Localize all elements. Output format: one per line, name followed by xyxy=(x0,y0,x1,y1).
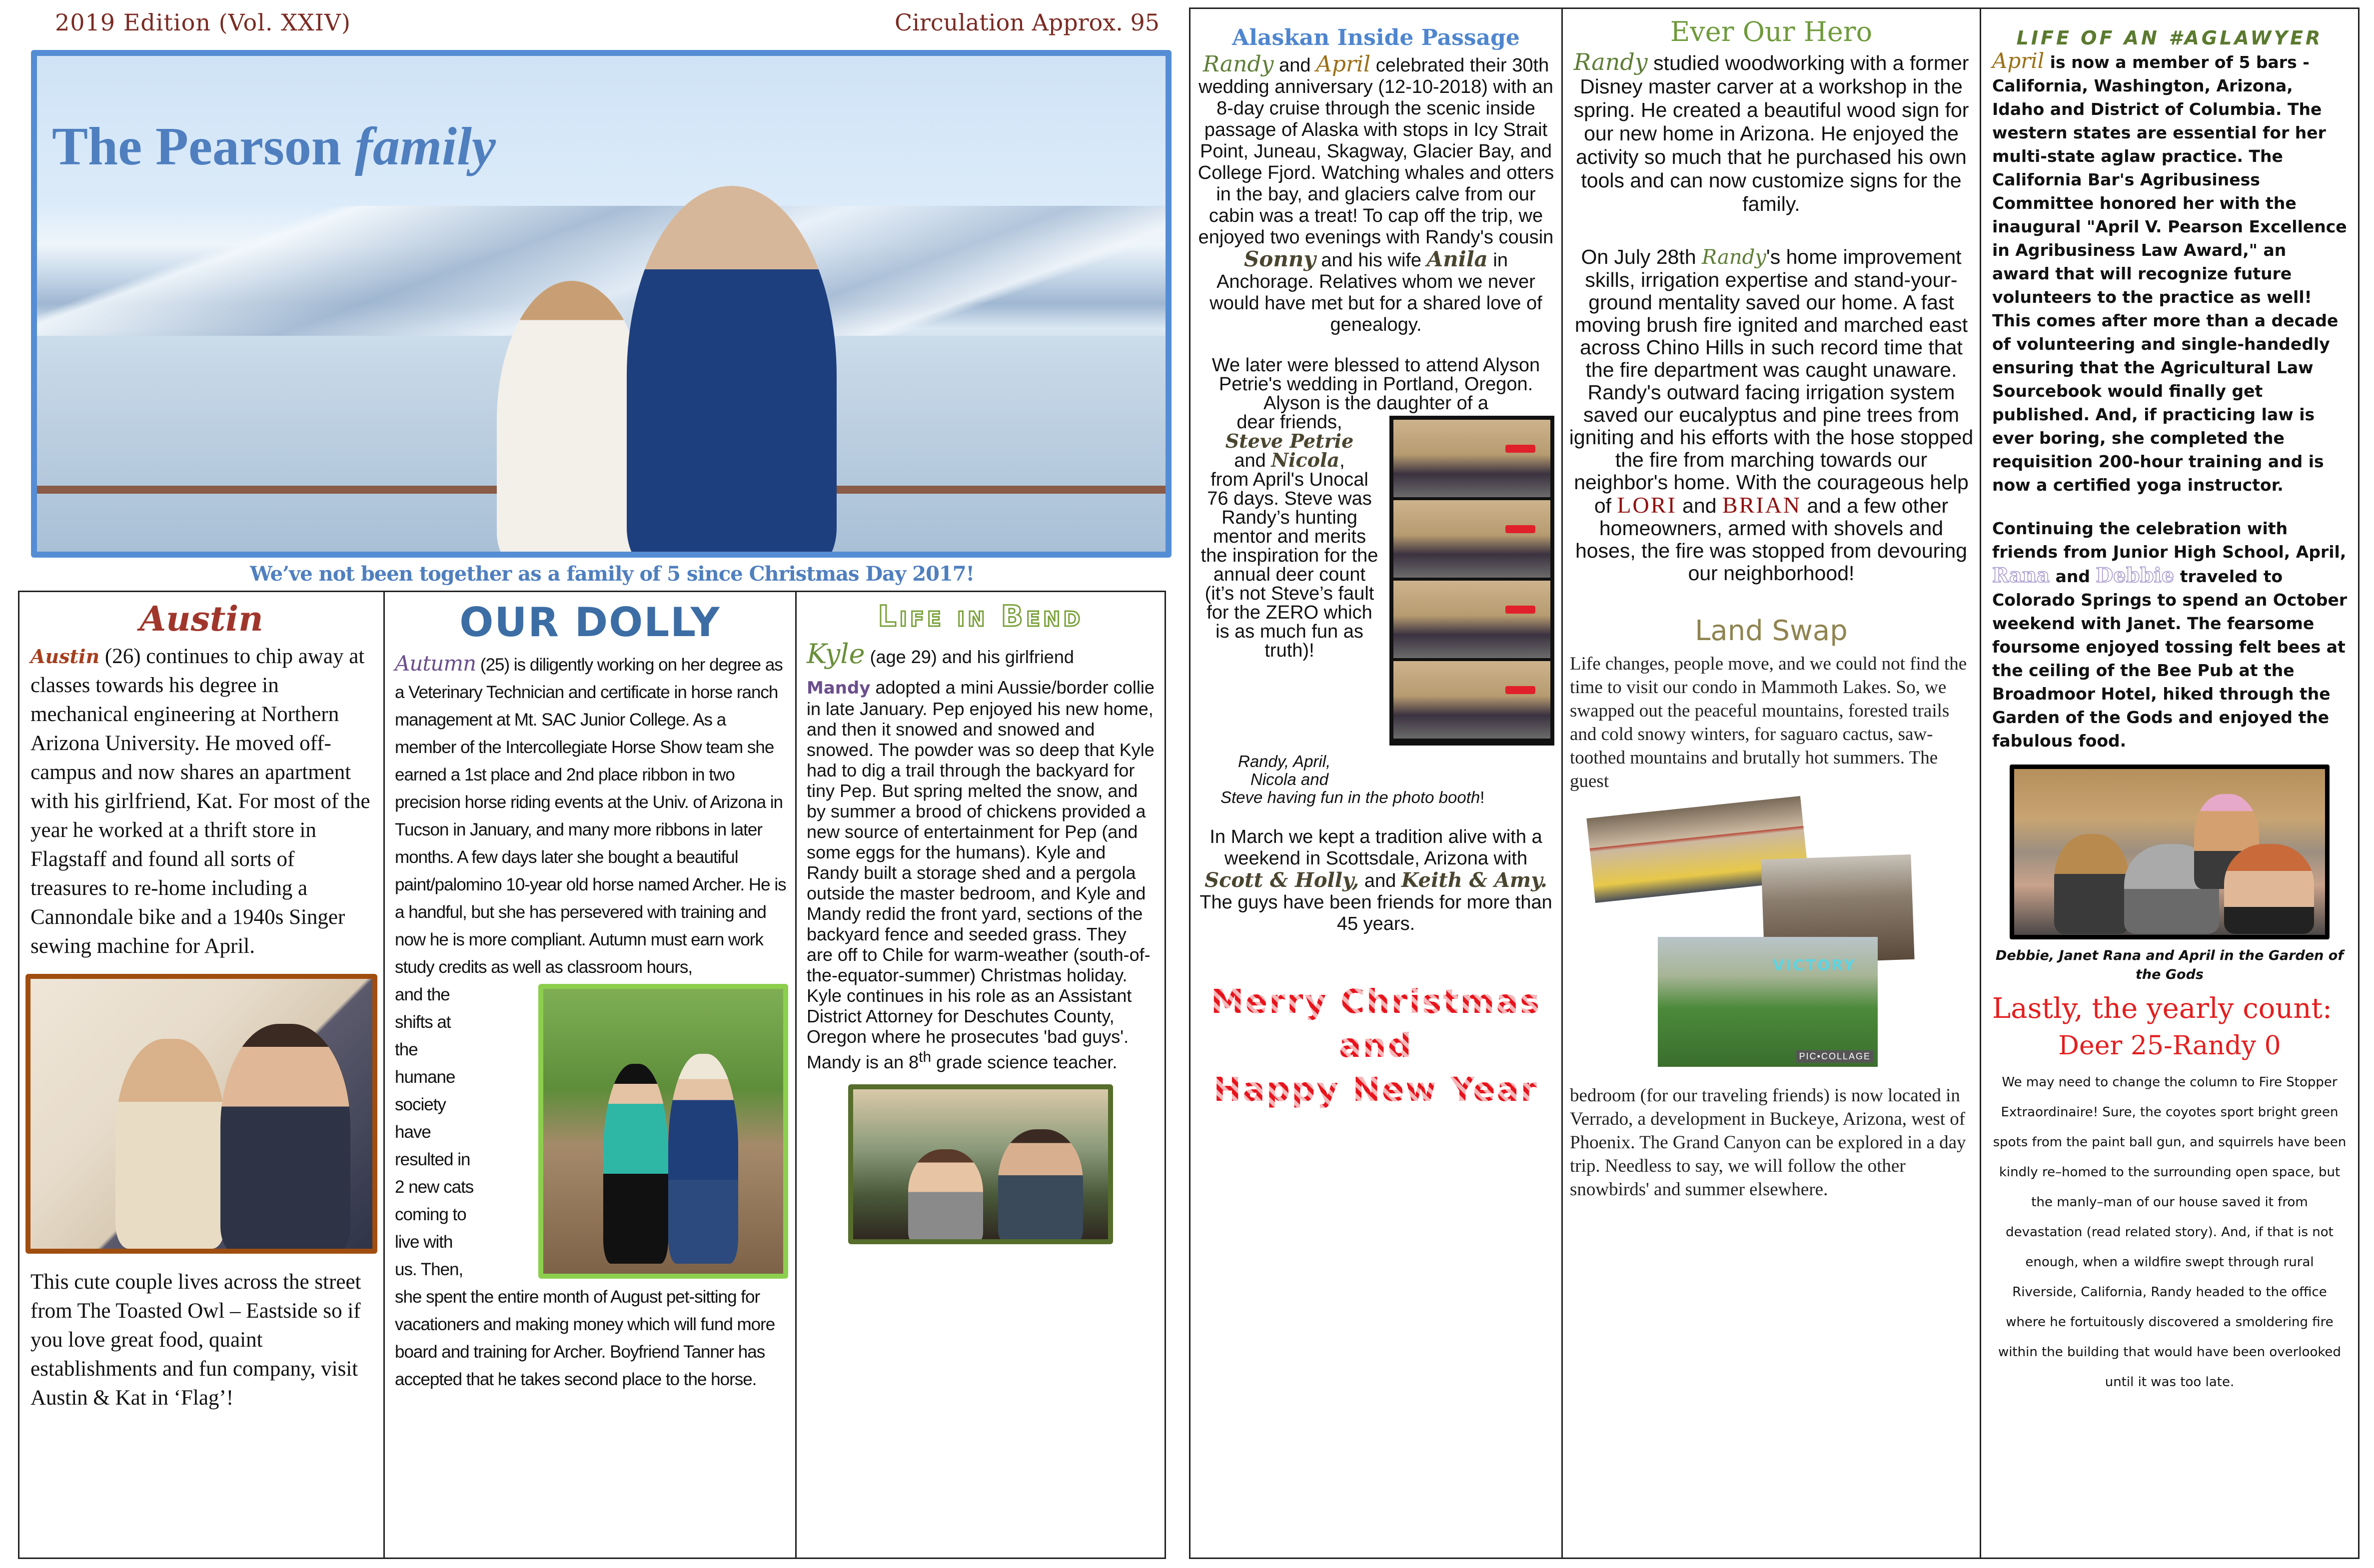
heading-lastly: Lastly, the yearly count: xyxy=(1992,992,2332,1025)
text-and: and xyxy=(1364,870,1396,891)
side-line: coming to xyxy=(395,1205,466,1224)
left-page-columns xyxy=(18,591,1166,1559)
march-paragraph xyxy=(1190,806,1561,935)
name-anila: Anila xyxy=(1426,247,1488,271)
dolly-text-2: degree as a Veterinary Technician and certificate in horse ranch management at Mt. SAC Junior College. As a member of the Intercollegiate Horse Show team she earned a 1st place and 2nd place ribbon in two precision horse riding events at the Univ. of Arizona in Tucson in January, and many more ribbons in later months. A few days later she bought a beautiful paint/palomino 10-year old horse named Archer. He is a handful, but she has persevered with training and now he is more compliant. Autumn must earn work study credits as well as classroom hours, xyxy=(395,655,786,977)
side-line: the xyxy=(395,1040,418,1059)
side-line: live with xyxy=(395,1232,453,1252)
heading-austin: Austin xyxy=(139,599,263,639)
edition-label: 2019 Edition (Vol. XXIV) xyxy=(55,9,351,36)
alaska-text-2: and his wife xyxy=(1321,250,1422,271)
name-april: April xyxy=(1316,51,1371,77)
side-line: resulted in xyxy=(395,1150,470,1169)
aglawyer-text-2a: Continuing the celebration with friends from Junior High School, April, xyxy=(1992,519,2347,562)
hero-text-2a: On July 28th xyxy=(1581,245,1696,268)
landswap-paragraph-2: bedroom (for our traveling friends) is now located in Verrado, a development in Buckeye, Arizona, west of Phoenix. The Grand Canyon can be explored in a day trip. Needless to say, we will follow the other snowbirds' and summer elsewhere. xyxy=(1570,1085,1966,1200)
title-main: The Pearson xyxy=(52,117,341,176)
name-debbie: Debbie xyxy=(2096,564,2175,587)
name-randy: Randy xyxy=(1202,51,1274,77)
name-randy: Randy xyxy=(1573,48,1648,75)
photo-autumn-tanner xyxy=(538,984,788,1279)
right-page-columns xyxy=(1189,7,2360,1559)
name-steve-petrie: Steve Petrie xyxy=(1225,430,1354,452)
photo-garden-of-gods xyxy=(2010,765,2330,939)
hero-photo-frame xyxy=(31,50,1172,558)
circulation-label: Circulation Approx. 95 xyxy=(895,9,1160,36)
text-and: and xyxy=(1234,450,1266,471)
wedding-line: dear friends, xyxy=(1236,412,1342,433)
glasses-graphic xyxy=(1505,445,1535,453)
heading-ever-our-hero: Ever Our Hero xyxy=(1670,16,1873,47)
hero-caption: We’ve not been together as a family of 5 since Christmas Day 2017! xyxy=(250,562,975,586)
column-alaskan-inside-passage xyxy=(1190,9,1563,1558)
heading-aglawyer: LIFE OF AN #AGLAWYER xyxy=(2016,27,2323,49)
side-line: and the xyxy=(395,985,450,1004)
side-line: shifts at xyxy=(395,1012,451,1032)
column-our-dolly xyxy=(385,592,797,1558)
name-lori: LORI xyxy=(1617,492,1677,518)
land-swap-collage xyxy=(1563,802,1980,1082)
wedding-paragraph: We later were blessed to attend Alyson Petrie's wedding in Portland, Oregon. Alyson is the daughter of a xyxy=(1211,355,1540,414)
landswap-paragraph-1: Life changes, people move, and we could not find the time to visit our condo in Mammoth Lakes. So, we swapped out the peaceful mountains, forested trails and cold snowy winters, for saguaro cactus, saw-toothed mountains and brutally hot summers. The guest xyxy=(1570,654,1967,791)
heading-our-dolly: OUR DOLLY xyxy=(459,599,721,646)
aglawyer-paragraph-2 xyxy=(1981,497,2358,753)
bend-paragraph xyxy=(797,633,1165,1072)
bend-text-2: adopted a mini Aussie/border collie in late January. Pep enjoyed his new home, and then it snowed and snowed and snowed. The powder was so deep that Kyle had to dig a trail through the backyard for tiny Pep. But spring melted the snow, and by summer a brood of chickens provided a new source of entertainment for Pep (and some eggs for the humans). Kyle and Randy built a storage shed and a pergola outside the master bedroom, and Kyle and Mandy redid the front yard, sections of the backyard fence and seeded grass. They are off to Chile for warm-weather (south-of-the-equator-summer) Christmas holiday. Kyle continues in his role as an Assistant District Attorney for Deschutes County, Oregon where he prosecutes 'bad guys'. Mandy is an 8 xyxy=(807,677,1155,1072)
text-comma: , xyxy=(1339,450,1345,471)
greeting-merry-christmas: Merry Christmas xyxy=(1210,982,1541,1021)
booth-frame xyxy=(1393,500,1550,578)
march-text-1: In March we kept a tradition alive with a weekend in Scottsdale, Arizona with xyxy=(1209,826,1542,869)
booth-caption-line: Randy, April, xyxy=(1238,752,1331,771)
greeting-happy-new-year: Happy New Year xyxy=(1213,1070,1538,1109)
bend-text-3: grade science teacher. xyxy=(931,1052,1118,1072)
booth-frame xyxy=(1393,420,1550,497)
column-ever-our-hero xyxy=(1563,9,1981,1558)
name-keith-amy: Keith & Amy. xyxy=(1401,868,1547,892)
pic-collage-watermark: PIC•COLLAGE xyxy=(1796,1050,1874,1063)
aglawyer-text-1: is now a member of 5 bars - California, Washington, Arizona, Idaho and District of Columbia. The western states are essential for her multi-state aglaw practice. The California Bar's Agribusiness Committee honored her with the inaugural "April V. Pearson Excellence in Agribusiness Law Award," an award that will recognize future volunteers to the practice as well! This comes after more than a decade of volunteering and single-handedly ensuring that the Agricultural Law Sourcebook would finally get published. And, if practicing law is ever boring, she completed the requisition 200-hour training and is now a certified yoga instructor. xyxy=(1992,52,2347,495)
glasses-graphic xyxy=(1505,686,1535,694)
side-line: us. Then, xyxy=(395,1260,463,1279)
name-rana: Rana xyxy=(1992,564,2050,587)
name-scott-holly: Scott & Holly, xyxy=(1204,868,1359,892)
text-and: and xyxy=(2055,567,2090,586)
photo-person-man xyxy=(627,186,837,552)
dolly-photo-row xyxy=(385,981,795,1283)
name-april: April xyxy=(1992,48,2045,73)
photo-person-april xyxy=(2224,844,2314,934)
victory-sign: VICTORY xyxy=(1773,957,1856,974)
name-randy: Randy xyxy=(1702,246,1766,269)
photo-person-autumn xyxy=(603,1064,668,1264)
name-nicola: Nicola xyxy=(1271,449,1340,471)
photo-person-kyle xyxy=(998,1129,1083,1244)
booth-frame xyxy=(1393,581,1550,658)
heading-land-swap: Land Swap xyxy=(1695,615,1848,647)
hero-text-1: studied woodworking with a former Disney master carver at a workshop in the spring. He created a beautiful wood sign for our new home in Arizona. He enjoyed the activity so much that he purchased his own tools and can now customize signs for the family. xyxy=(1573,51,1969,215)
wedding-row xyxy=(1190,413,1561,751)
name-sonny: Sonny xyxy=(1243,247,1316,271)
photo-kyle-mandy xyxy=(848,1084,1113,1244)
march-text-2: The guys have been friends for more than 45 years. xyxy=(1199,892,1552,934)
aglawyer-text-2b: traveled to Colorado Springs to spend an October weekend with Janet. The fearsome foursome enjoyed tossing felt bees at the ceiling of the Bee Pub at the Broadmoor Hotel, hiked through the Garden of the Gods and enjoyed the fabulous food. xyxy=(1992,567,2348,751)
alaska-text-3: in Anchorage. Relatives whom we never would have met but for a shared love of genealogy. xyxy=(1209,250,1542,335)
booth-caption-end: ! xyxy=(1480,788,1485,806)
column-austin xyxy=(19,592,385,1558)
hero-paragraph-1 xyxy=(1563,47,1980,216)
garden-photo-caption: Debbie, Janet Rana and April in the Garden of the Gods xyxy=(1995,948,2344,982)
austin-paragraph xyxy=(19,639,383,961)
photo-person-debbie xyxy=(2054,834,2129,934)
photo-person-austin xyxy=(220,1024,350,1254)
aglawyer-paragraph-3: We may need to change the column to Fire Stopper Extraordinaire! Sure, the coyotes sport bright green spots from the paint ball gun, and squirrels have been kindly re–homed to the surrounding open space, but the manly–man of our house saved it from devastation (read related story). And, if that is not enough, when a wildfire swept through rural Riverside, California, Randy headed to the office where he fortuitously discovered a smoldering fire within the building that would have been overlooked until it was too late. xyxy=(1993,1075,2347,1390)
austin-paragraph-2: This cute couple lives across the street from The Toasted Owl – Eastside so if you love great food, quaint establishments and fun company, visit Austin & Kat in ‘Flag’! xyxy=(30,1270,361,1410)
photo-person-woman xyxy=(497,281,647,552)
booth-frame xyxy=(1393,661,1550,739)
aglawyer-paragraph-1 xyxy=(1981,49,2358,497)
text-and: and xyxy=(1682,494,1717,517)
glasses-graphic xyxy=(1505,606,1535,614)
column-life-in-bend xyxy=(797,592,1165,1558)
side-line: society xyxy=(395,1095,446,1114)
name-mandy: Mandy xyxy=(807,678,871,698)
hero-paragraph-2 xyxy=(1563,216,1980,585)
wedding-text-3: from April's Unocal 76 days. Steve was Randy’s hunting mentor and merits the inspiration for the annual deer count (it’s not Steve’s fault for the ZERO which is as much fun as truth)! xyxy=(1200,469,1378,661)
deer-count: Deer 25-Randy 0 xyxy=(2058,1031,2281,1061)
booth-caption-line: Steve having fun in the photo booth xyxy=(1220,788,1480,806)
title-italic: family xyxy=(354,117,496,176)
photo-booth-strip xyxy=(1389,416,1554,746)
alaska-text-1: celebrated their 30th wedding anniversary (12-10-2018) with an 8-day cruise through the scenic inside passage of Alaska with stops in Icy Strait Point, Juneau, Skagway, Glacier Bay, and College Fjord. Watching whales and otters in the bay, and glaciers calve from our cabin was a treat! To cap off the trip, we enjoyed two evenings with Randy's cousin xyxy=(1197,55,1554,248)
greeting-and: and xyxy=(1339,1026,1413,1065)
hero-photo xyxy=(37,56,1166,552)
collage-photo-victory xyxy=(1658,937,1878,1067)
booth-caption-line: Nicola and xyxy=(1250,770,1328,788)
photo-person-kat xyxy=(115,1039,225,1249)
heading-alaskan-inside-passage: Alaskan Inside Passage xyxy=(1232,25,1520,50)
photo-austin-kat xyxy=(25,974,377,1254)
booth-caption xyxy=(1190,751,1561,806)
name-brian: BRIAN xyxy=(1722,492,1802,518)
column-aglawyer xyxy=(1981,9,2358,1558)
ordinal-suffix: th xyxy=(919,1049,932,1065)
dolly-paragraph xyxy=(385,646,795,981)
newsletter-title xyxy=(52,116,496,178)
side-line: have xyxy=(395,1122,431,1142)
name-austin: Austin xyxy=(30,645,100,668)
austin-text: (26) continues to chip away at classes towards his degree in mechanical engineering at Northern Arizona University. He moved off-campus and now shares an apartment with his girlfriend, Kat. For most of the year he worked at a thrift store in Flagstaff and found all sorts of treasures to re-home including a Cannondale bike and a 1940s Singer sewing machine for April. xyxy=(30,645,370,958)
hero-text-2b: 's home improvement skills, irrigation expertise and stand-your-ground mentality saved our home. A fast moving brush fire ignited and marched east across Chino Hills in such record time that the fire department was caught unaware. Randy's outward facing irrigation system saved our eucalyptus and pine trees from igniting and his efforts with the hose stopped the fire from marching towards our neighbor's home. With the courageous help of xyxy=(1569,245,1974,517)
hero-text-3: and a few other homeowners, armed with shovels and hoses, the fire was stopped from devouring our neighborhood! xyxy=(1575,494,1967,585)
glasses-graphic xyxy=(1505,525,1535,533)
photo-person-tanner xyxy=(668,1054,738,1264)
side-line: 2 new cats xyxy=(395,1177,474,1197)
dolly-paragraph-3: she spent the entire month of August pet-sitting for vacationers and making money which will fund more board and training for Archer. Boyfriend Tanner has accepted that he takes second place to the horse. xyxy=(395,1287,775,1389)
alaska-paragraph xyxy=(1190,50,1561,336)
side-line: humane xyxy=(395,1067,455,1087)
text-and: and xyxy=(1279,55,1311,76)
dolly-text-1: (25) is diligently working on her xyxy=(480,655,705,675)
holiday-greeting xyxy=(1190,935,1561,1112)
name-kyle: Kyle xyxy=(807,638,865,670)
heading-life-in-bend: Life in Bend xyxy=(878,599,1084,633)
name-autumn: Autumn xyxy=(395,651,476,676)
photo-person-mandy xyxy=(908,1149,983,1244)
bend-text-1: (age 29) and his girlfriend xyxy=(870,647,1074,667)
